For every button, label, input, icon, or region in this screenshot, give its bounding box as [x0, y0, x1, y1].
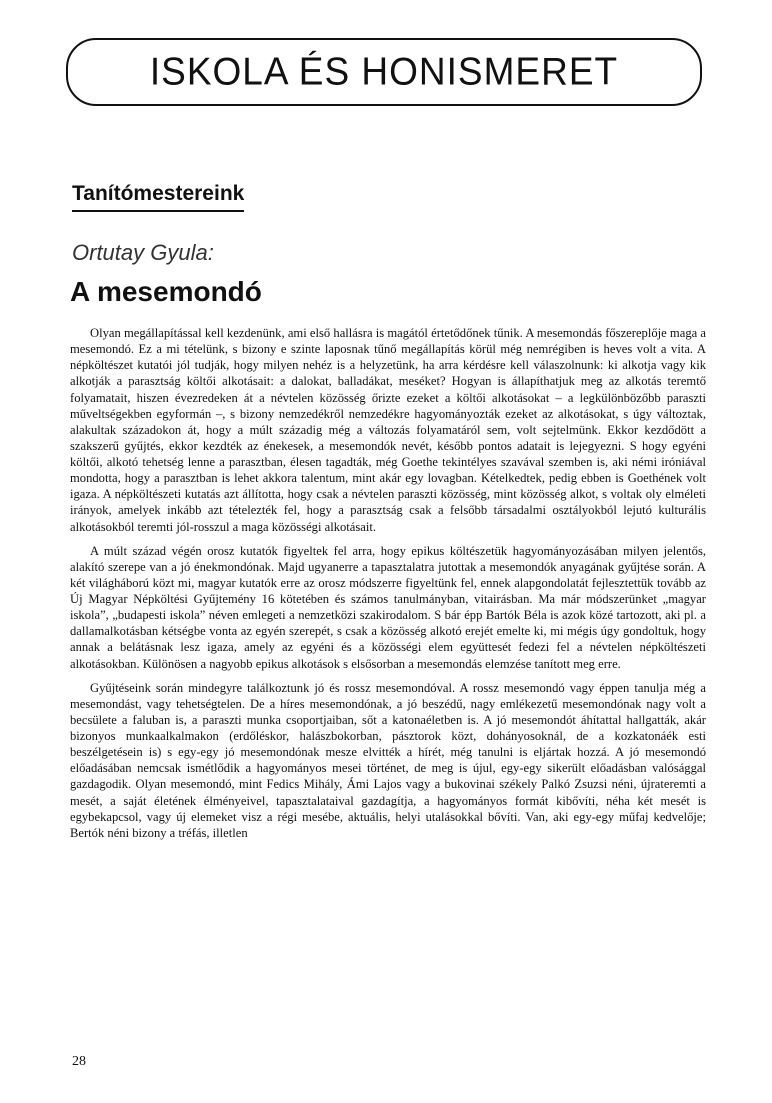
banner-title: ISKOLA ÉS HONISMERET	[149, 49, 619, 93]
section-banner	[66, 38, 702, 106]
body-paragraph: Gyűjtéseink során mindegyre találkoztunk jó és rossz mesemondóval. A rossz mesemondó vagy éppen tanulja még a mesemondást, vagy tehetségtelen. De a híres mesemondónak, a jó beszédű, nagy emlékezetű mesemondónak nagy volt a becsülete a faluban is, a paraszti munka csoportjaiban, sőt a katonaéletben is. A jó mesemondót áhítattal hallgatták, akár bizonyos munkaalkalmakon (erdőléskor, halászbokorban, pásztorok közt, dohányosoknál, de a kozkatonáék esti beszélgetésein is) s egy-egy jó mesemondónak mesze elvitték a hírét, még tanulni is eljártak hozzá. A jó mesemondó előadásában nemcsak ismétlődik a hagyományos mesei történet, de meg is újul, egy-egy sikerült előadásban valósággal gazdagodik. Olyan mesemondó, mint Fedics Mihály, Ámi Lajos vagy a bukovinai székely Palkó Zsuzsi néni, újrateremti a mesét, a saját életének élményeivel, tapasztalataival gazdagítja, a hagyományos formát kibővíti, néha két mesét is egybekapcsol, vagy új elemeket visz a régi mesébe, aktuális, helyi utalásokkal bővíti. Van, aki egy-egy műfaj kedvelője; Bertók néni bizony a tréfás, illetlen	[70, 680, 706, 840]
article-body	[70, 325, 706, 849]
body-paragraph: A múlt század végén orosz kutatók figyeltek fel arra, hogy epikus költészetük hagyományozásában milyen jelentős, alakító szerepe van a jó énekmondónak. Majd ugyanerre a tapasztalatra jutottak a mesemondók anyagának gyűjtése során. A két világháború közt mi, magyar kutatók erre az orosz módszerre figyeltünk fel, ennek alapgondolatát fejlesztettük tovább az Új Magyar Népköltési Gyűjtemény 16 kötetében és számos tanulmányban, vitairásban. Ma már módszerünket „magyar iskola”, „budapesti iskola” néven emlegeti a nemzetközi szakirodalom. S bár épp Bartók Béla is azok közé tartozott, aki pl. a dallamalkotásban kétségbe vonta az egyén szerepét, s csak a közösség alkotó erejét emelte ki, mi mégis úgy gondoltuk, hogy annak a belátásnak lesz igaza, amely az egyéni és a közösségi elem együttesét fedezi fel a névtelen népköltészeti alkotásokban. Különösen a nagyobb epikus alkotások s elsősorban a mesemondás elemzése tanított meg erre.	[70, 543, 706, 671]
page-number: 28	[72, 1054, 86, 1069]
body-paragraph: Olyan megállapítással kell kezdenünk, ami első hallásra is magától értetődőnek tűnik. A mesemondás főszereplője maga a mesemondó. Ez a mi tételünk, s bizony e szinte laposnak tűnő megállapítás körül még nemrégiben is heves volt a vita. A népköltészet kutatói jól tudják, hogy milyen nehéz is a helyzetünk, ha arra kérdésre kell válaszolnunk: ki alkotja vagy kik alkotják a parasztság költői alkotásait: a dalokat, balladákat, meséket? Hogyan is állapíthatjuk meg az alkotás teremtő folyamatait, hiszen évezredeken át a névtelen közösség őrizte ezeket a költői alkotásokat – a legkülönbözőbb paraszti műveltségekben egyformán –, s bizony nemzedékről nemzedékre hagyományozták ezeket az alkotásokat, s úgy változtak, alakultak századokon át, hogy a múlt századig még a változás folyamatáról sem, volt sejtelmünk. Ekkor kezdődött a szakszerű gyűjtés, ekkor kezdték az énekesek, a mesemondók nevét, később pontos adatait is lejegyezni. S hogy egyéni költői, alkotó tehetség lenne a parasztban, élesen tagadták, még Goethe tekintélyes szavával szemben is, aki némi iróniával mondotta, hogy a parasztban is lehet akkora talentum, mint akár egy lovagban. Kételkedtek, pedig ebben is Goethének volt igaza. A népköltészeti kutatás azt állította, hogy csak a névtelen paraszti közösség, mint közösség alkot, s voltak oly elméleti irányok, amelyek inkább azt tételezték fel, hogy a parasztság csak a felsőbb társadalmi osztályokból lejutó kulturális alkotásokból teremti jól-rosszul a maga közösségi alkotásait.	[70, 326, 706, 534]
section-heading: Tanítómestereink	[72, 182, 244, 212]
article-title: A mesemondó	[70, 276, 262, 307]
article-author: Ortutay Gyula:	[72, 240, 214, 265]
